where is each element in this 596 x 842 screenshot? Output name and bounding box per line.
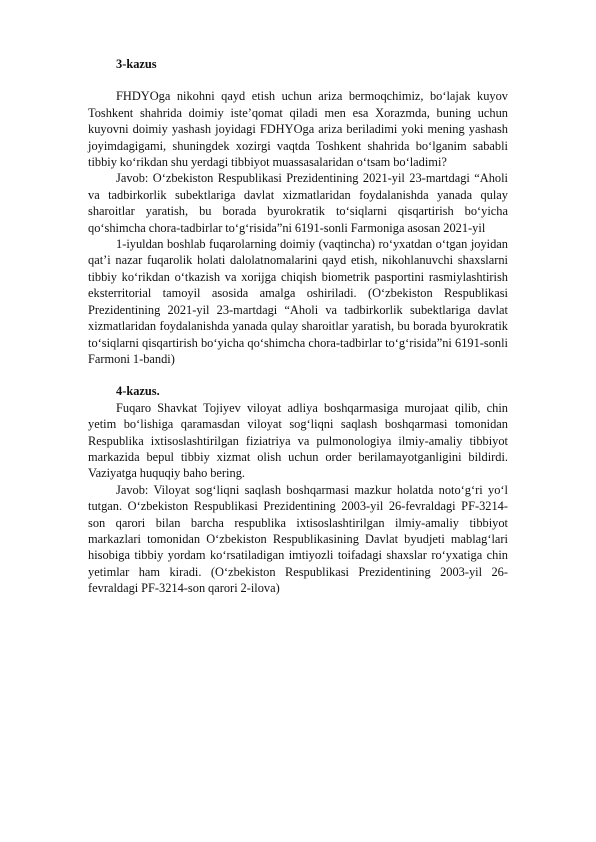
spacer	[88, 72, 508, 88]
case3-answer-part1: Javob: O‘zbekiston Respublikasi Prezidentining 2021-yil 23-martdagi “Aholi va tadbirkorlik subektlariga davlat xizmatlaridan foydalanishda yanada qulay sharoitlar yaratish, bu borada byurokratik to‘siqlarni qisqartirish bo‘yicha qo‘shimcha chora-tadbirlar to‘g‘risida”ni 6191-sonli Farmoniga asosan 2021-yil	[88, 171, 508, 235]
case3-answer-part2: 1-iyuldan boshlab fuqarolarning doimiy (vaqtincha) ro‘yxatdan o‘tgan joyidan qat’i nazar fuqarolik holati dalolatnomalarini qayd etish, nikohlanuvchi shaxslarni tibbiy ko‘rikdan o‘tkazish va xorijga chiqish biometrik pasportini rasmiylashtirish eksterritorial tamoyil asosida amalga oshiriladi. (O‘zbekiston Respublikasi Prezidentining 2021-yil 23-martdagi “Aholi va tadbirkorlik subektlariga davlat xizmatlaridan foydalanishda yanada qulay sharoitlar yaratish, bu borada byurokratik to‘siqlarni qisqartirish bo‘yicha qo‘shimcha chora-tadbirlar to‘g‘risida”ni 6191-sonli Farmoni 1-bandi)	[88, 237, 508, 366]
case3-question: FHDYOga nikohni qayd etish uchun ariza bermoqchimiz, bo‘lajak kuyov Toshkent shahrida doimiy iste’qomat qiladi men esa Xorazmda, buning uchun kuyovni doimiy yashash joyidagi FDHYOga ariza beriladimi yoki mening yashash joyimdagigami, shuningdek xozirgi vaqtda Toshkent shahrida bo‘lganim sababli tibbiy ko‘rikdan shu yerdagi tibbiyot muassasalaridan o‘tsam bo‘ladimi?	[88, 89, 508, 170]
document-page	[88, 56, 508, 597]
case4-title: 4-kazus.	[116, 384, 160, 399]
spacer	[88, 367, 508, 383]
case4-question: Fuqaro Shavkat Tojiyev viloyat adliya boshqarmasiga murojaat qilib, chin yetim bo‘lishiga qaramasdan viloyat sog‘liqni saqlash boshqarmasi tomonidan Respublika ixtisoslashtirilgan fiziatriya va pulmonologiya ilmiy-amaliy tibbiyot markazida bepul tibbiy xizmat olish uchun order berilamayotganligini bildirdi. Vaziyatga huquqiy baho bering.	[88, 400, 508, 481]
case4-answer: Javob: Viloyat sog‘liqni saqlash boshqarmasi mazkur holatda noto‘g‘ri yo‘l tutgan. O‘zbekiston Respublikasi Prezidentining 2003-yil 26-fevraldagi PF-3214-son qarori bilan barcha respublika ixtisoslashtirilgan ilmiy-amaliy tibbiyot markazlari tomonidan O‘zbekiston Respublikasining Davlat byudjeti mablag‘lari hisobiga tibbiy yordam ko‘rsatiladigan imtiyozli toifadagi shaxslar ro‘yxatiga chin yetimlar ham kiradi. (O‘zbekiston Respublikasi Prezidentining 2003-yil 26-fevraldagi PF-3214-son qarori 2-ilova)	[88, 482, 508, 596]
case3-title: 3-kazus	[116, 57, 157, 71]
